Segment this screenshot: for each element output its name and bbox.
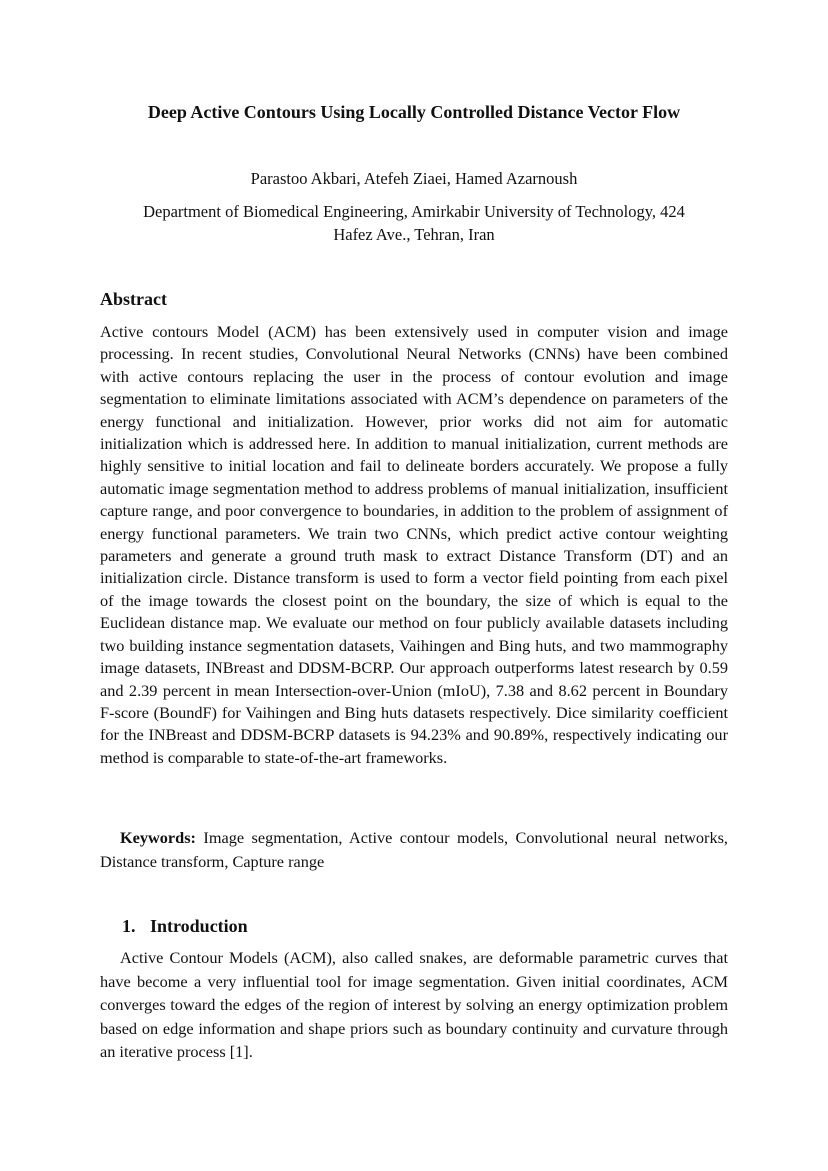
author-list: Parastoo Akbari, Atefeh Ziaei, Hamed Azarnoush — [250, 169, 578, 188]
keywords-paragraph — [100, 826, 728, 873]
introduction-paragraph: Active Contour Models (ACM), also called snakes, are deformable parametric curves that have become a very influential tool for image segmentation. Given initial coordinates, ACM converges toward the edges of the region of interest by solving an energy optimization problem based on edge information and shape priors such as boundary continuity and curvature through an iterative process [1]. — [100, 948, 728, 1061]
abstract-body: Active contours Model (ACM) has been extensively used in computer vision and image processing. In recent studies, Convolutional Neural Networks (CNNs) have been combined with active contours replacing the user in the process of contour evolution and image segmentation to eliminate limitations associated with ACM’s dependence on parameters of the energy functional and initialization. However, prior works did not aim for automatic initialization which is addressed here. In addition to manual initialization, current methods are highly sensitive to initial location and fail to delineate borders accurately. We propose a fully automatic image segmentation method to address problems of manual initialization, insufficient capture range, and poor convergence to boundaries, in addition to the problem of assignment of energy functional parameters. We train two CNNs, which predict active contour weighting parameters and generate a ground truth mask to extract Distance Transform (DT) and an initialization circle. Distance transform is used to form a vector field pointing from each pixel of the image towards the closest point on the boundary, the size of which is equal to the Euclidean distance map. We evaluate our method on four publicly available datasets including two building instance segmentation datasets, Vaihingen and Bing huts, and two mammography image datasets, INBreast and DDSM-BCRP. Our approach outperforms latest research by 0.59 and 2.39 percent in mean Intersection-over-Union (mIoU), 7.38 and 8.62 percent in Boundary F-score (BoundF) for Vaihingen and Bing huts datasets respectively. Dice similarity coefficient for the INBreast and DDSM-BCRP datasets is 94.23% and 90.89%, respectively indicating our method is comparable to state-of-the-art frameworks. — [100, 322, 728, 767]
affiliation-line-1: Department of Biomedical Engineering, Amirkabir University of Technology, 424 — [143, 202, 685, 221]
keywords-text: Image segmentation, Active contour models, Convolutional neural networks, Distance transform, Capture range — [100, 828, 728, 871]
section-number: 1. — [122, 916, 136, 936]
affiliation — [100, 200, 728, 246]
abstract-heading: Abstract — [100, 289, 167, 309]
section-title: Introduction — [150, 916, 248, 936]
keywords-label: Keywords: — [120, 828, 196, 847]
affiliation-line-2: Hafez Ave., Tehran, Iran — [333, 225, 495, 244]
section-heading-introduction — [122, 915, 248, 937]
paper-title: Deep Active Contours Using Locally Controlled Distance Vector Flow — [147, 102, 681, 122]
